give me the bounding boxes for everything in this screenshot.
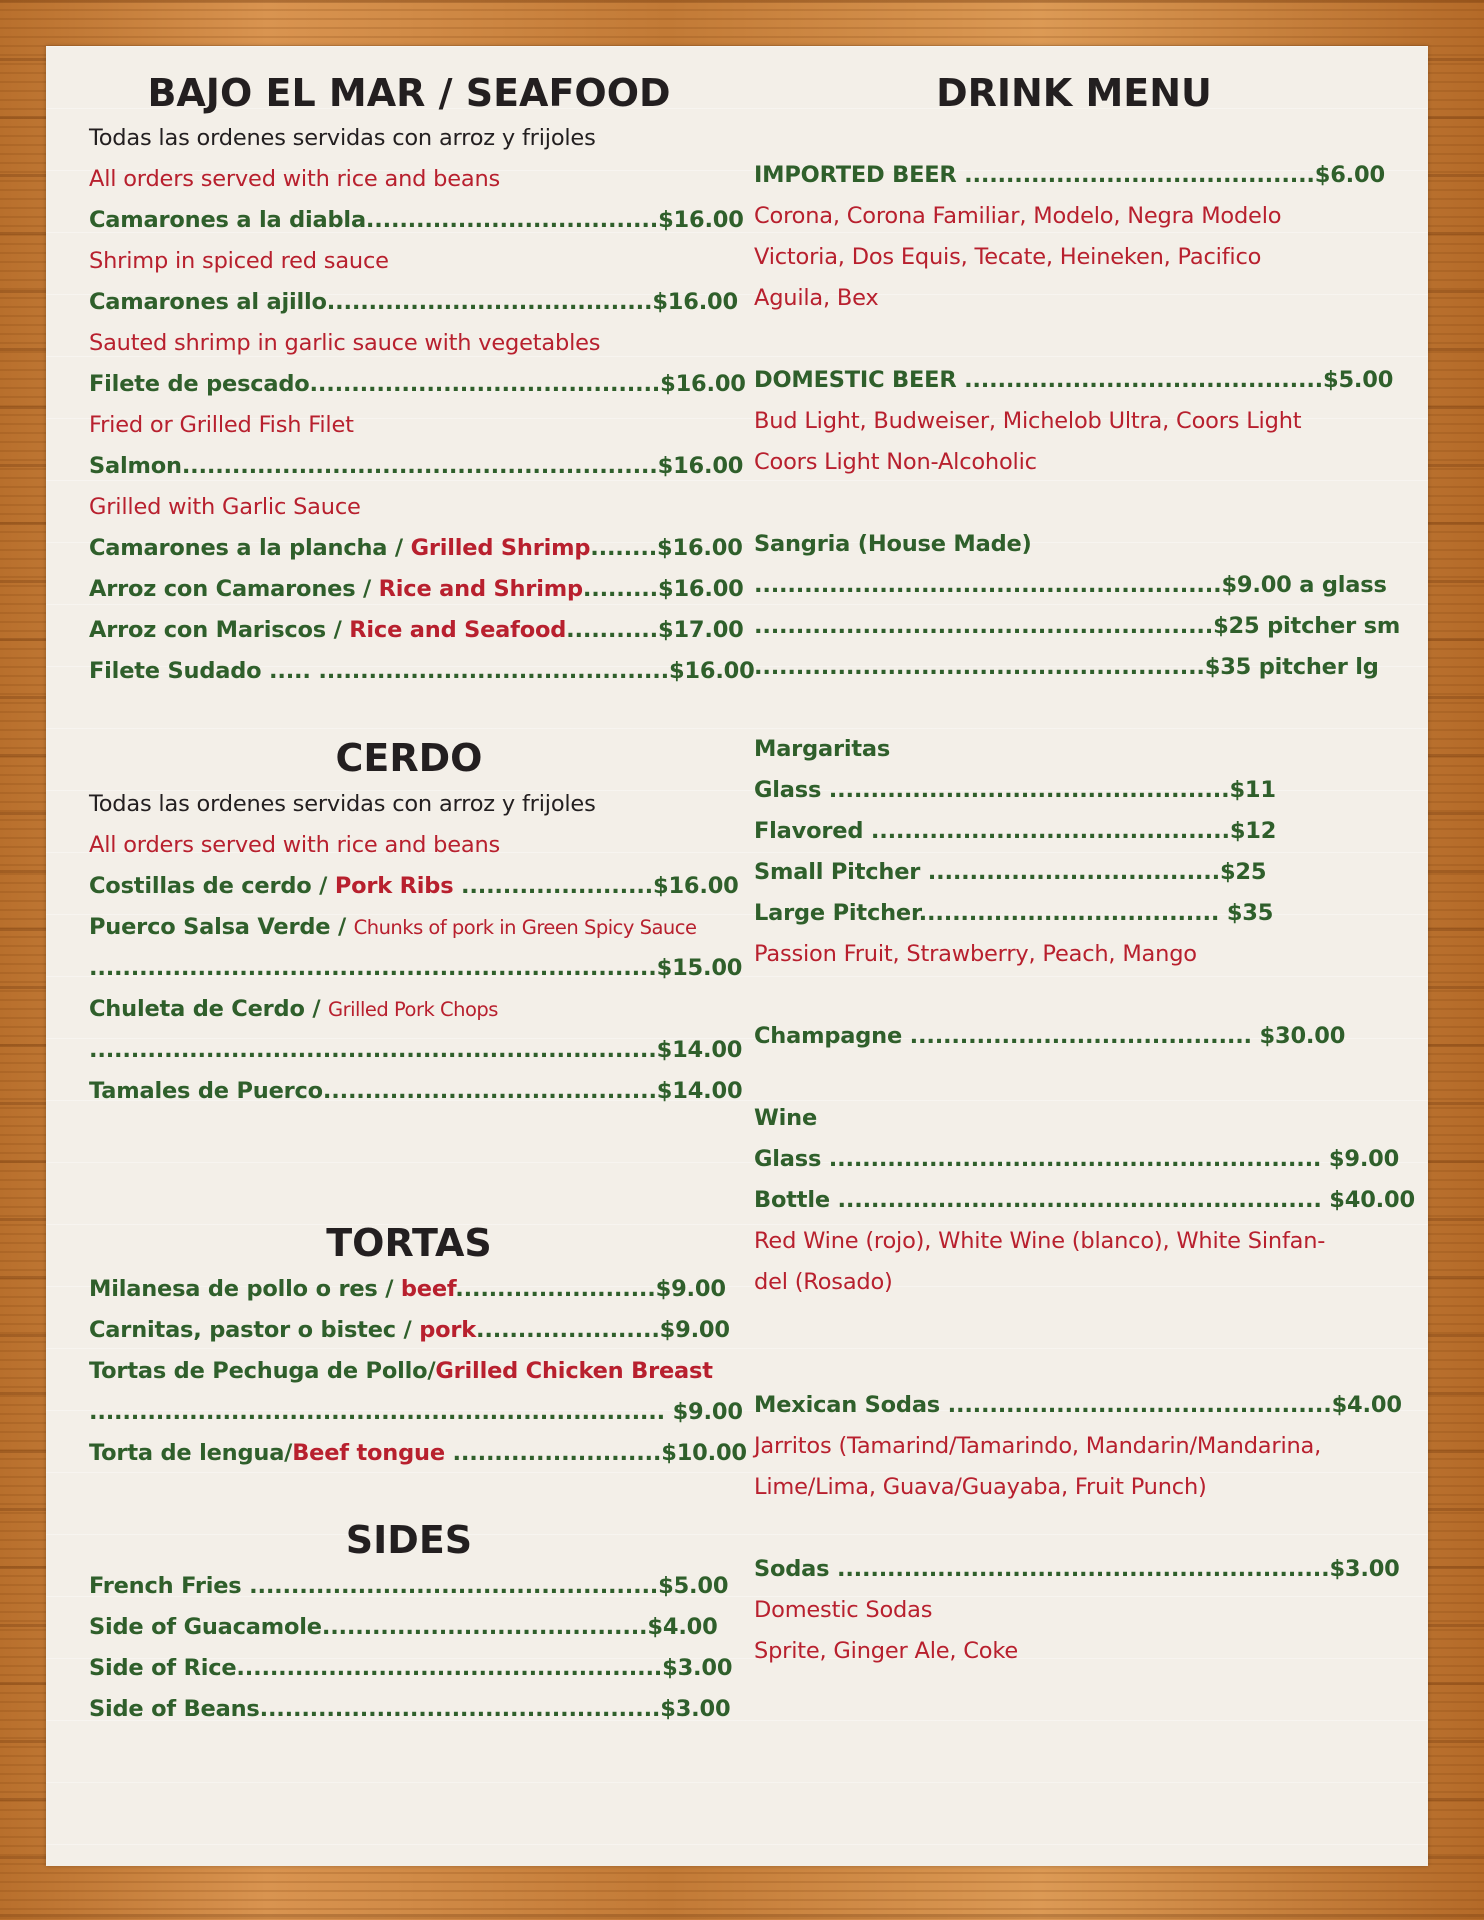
item-name-en: Pork Ribs — [334, 873, 454, 899]
item-name-es: Milanesa de pollo o res / — [89, 1276, 401, 1302]
drink-list: Passion Fruit, Strawberry, Peach, Mango — [754, 941, 1197, 967]
drink-sangria-pitcher-sm: .......................................................$25 pitcher sm — [754, 613, 1401, 639]
drink-list: Red Wine (rojo), White Wine (blanco), White Sinfan- — [754, 1228, 1326, 1254]
drink-menu-title: DRINK MENU — [936, 71, 1212, 115]
item-name-es: Camarones a la plancha / — [89, 535, 411, 561]
menu-item-filete-pescado: Filete de pescado..........................................$16.00 — [89, 371, 746, 397]
menu-item-filete-sudado: Filete Sudado ..... ..........................................$16.00 — [89, 658, 755, 684]
seafood-note-en: All orders served with rice and beans — [89, 166, 501, 192]
item-name-es: Torta de lengua/ — [89, 1440, 293, 1466]
menu-item-pechuga-price: ..................................................................... $9.00 — [89, 1399, 743, 1425]
menu-item-rice: Side of Rice...................................................$3.00 — [89, 1655, 733, 1681]
item-price: ........$16.00 — [590, 535, 743, 561]
drink-list: Corona, Corona Familiar, Modelo, Negra Modelo — [754, 203, 1282, 229]
item-price: .......................$16.00 — [453, 873, 739, 899]
item-name-en: Rice and Shrimp — [378, 576, 583, 602]
item-name-es: Arroz con Mariscos / — [89, 617, 350, 643]
seafood-note-es: Todas las ordenes servidas con arroz y frijoles — [89, 125, 596, 151]
item-name-en: Rice and Seafood — [349, 617, 567, 643]
menu-item-pechuga — [89, 1356, 713, 1386]
drink-list: Coors Light Non-Alcoholic — [754, 449, 1037, 475]
menu-item-camarones-diabla: Camarones a la diabla...................................$16.00 — [89, 207, 744, 233]
drink-list: Domestic Sodas — [754, 1597, 933, 1623]
drink-list: Lime/Lima, Guava/Guayaba, Fruit Punch) — [754, 1474, 1207, 1500]
menu-item-salsa-verde-price: ....................................................................$15.00 — [89, 955, 743, 981]
drink-mexican-sodas: Mexican Sodas ..............................................$4.00 — [754, 1392, 1402, 1418]
item-name-en: Chunks of pork in Green Spicy Sauce — [353, 916, 697, 939]
drink-wine: Wine — [754, 1105, 818, 1131]
item-price: ......................$9.00 — [476, 1317, 730, 1343]
menu-item-desc: Sauted shrimp in garlic sauce with vegetables — [89, 330, 601, 356]
menu-item-lengua — [89, 1438, 747, 1468]
cerdo-note-en: All orders served with rice and beans — [89, 832, 501, 858]
drink-champagne: Champagne ......................................... $30.00 — [754, 1023, 1346, 1049]
menu-item-beans: Side of Beans................................................$3.00 — [89, 1696, 731, 1722]
drink-list: Bud Light, Budweiser, Michelob Ultra, Coors Light — [754, 408, 1302, 434]
menu-item-arroz-mariscos — [89, 615, 744, 645]
item-name-en: Grilled Pork Chops — [328, 998, 498, 1021]
menu-item-fries: French Fries .................................................$5.00 — [89, 1573, 729, 1599]
cerdo-title: CERDO — [335, 736, 483, 780]
drink-list: Aguila, Bex — [754, 285, 879, 311]
item-name-en: Beef tongue — [292, 1440, 445, 1466]
tortas-title: TORTAS — [326, 1221, 492, 1265]
item-name-es: Chuleta de Cerdo / — [89, 996, 329, 1022]
seafood-title: BAJO EL MAR / SEAFOOD — [147, 71, 671, 115]
item-name-es: Arroz con Camarones / — [89, 576, 379, 602]
drink-margaritas: Margaritas — [754, 736, 891, 762]
drink-sangria: Sangria (House Made) — [754, 531, 1032, 557]
menu-item-costillas — [89, 871, 739, 901]
drink-sangria-glass: ........................................................$9.00 a glass — [754, 572, 1387, 598]
menu-item-salsa-verde — [89, 912, 697, 943]
menu-item-tamales: Tamales de Puerco........................................$14.00 — [89, 1078, 743, 1104]
drink-sangria-pitcher-lg: ......................................................$35 pitcher lg — [754, 654, 1379, 680]
item-name-en: Grilled Chicken Breast — [435, 1358, 713, 1384]
item-price: .........$16.00 — [582, 576, 744, 602]
sides-title: SIDES — [345, 1518, 473, 1562]
menu-item-camarones-plancha — [89, 533, 743, 563]
drink-wine-glass: Glass ........................................................... $9.00 — [754, 1146, 1400, 1172]
item-name-es: Tortas de Pechuga de Pollo/ — [89, 1358, 436, 1384]
drink-list: Jarritos (Tamarind/Tamarindo, Mandarin/Mandarina, — [754, 1433, 1322, 1459]
item-name-en: Grilled Shrimp — [410, 535, 591, 561]
item-name-es: Carnitas, pastor o bistec / — [89, 1317, 420, 1343]
drink-domestic-beer: DOMESTIC BEER ...........................................$5.00 — [754, 367, 1394, 393]
menu-item-arroz-camarones — [89, 574, 744, 604]
drink-imported-beer: IMPORTED BEER ..........................................$6.00 — [754, 162, 1385, 188]
menu-item-desc: Grilled with Garlic Sauce — [89, 494, 361, 520]
menu-item-chuleta — [89, 994, 498, 1025]
menu-item-salmon: Salmon.........................................................$16.00 — [89, 453, 744, 479]
drink-margarita-large-pitcher: Large Pitcher.................................... $35 — [754, 900, 1274, 926]
menu-item-camarones-ajillo: Camarones al ajillo.......................................$16.00 — [89, 289, 738, 315]
menu-item-desc: Shrimp in spiced red sauce — [89, 248, 389, 274]
menu-item-chuleta-price: ....................................................................$14.00 — [89, 1037, 743, 1063]
drink-list: Victoria, Dos Equis, Tecate, Heineken, Pacifico — [754, 244, 1262, 270]
drink-list: del (Rosado) — [754, 1269, 893, 1295]
item-name-es: Costillas de cerdo / — [89, 873, 335, 899]
item-price: ........................$9.00 — [455, 1276, 726, 1302]
menu-item-guacamole: Side of Guacamole.......................................$4.00 — [89, 1614, 718, 1640]
drink-margarita-flavored: Flavored ...........................................$12 — [754, 818, 1277, 844]
drink-wine-bottle: Bottle .......................................................... $40.00 — [754, 1187, 1415, 1213]
menu-paper — [46, 46, 1428, 1866]
drink-margarita-glass: Glass ................................................$11 — [754, 777, 1276, 803]
drink-margarita-small-pitcher: Small Pitcher ...................................$25 — [754, 859, 1267, 885]
menu-item-milanesa — [89, 1274, 726, 1304]
drink-sodas: Sodas ...........................................................$3.00 — [754, 1556, 1400, 1582]
item-name-en: beef — [400, 1276, 456, 1302]
item-name-es: Puerco Salsa Verde / — [89, 914, 354, 940]
menu-item-carnitas — [89, 1315, 730, 1345]
item-price: ...........$17.00 — [566, 617, 744, 643]
menu-item-desc: Fried or Grilled Fish Filet — [89, 412, 354, 438]
drink-list: Sprite, Ginger Ale, Coke — [754, 1638, 1019, 1664]
item-name-en: pork — [419, 1317, 477, 1343]
cerdo-note-es: Todas las ordenes servidas con arroz y frijoles — [89, 791, 596, 817]
item-price: .........................$10.00 — [444, 1440, 747, 1466]
